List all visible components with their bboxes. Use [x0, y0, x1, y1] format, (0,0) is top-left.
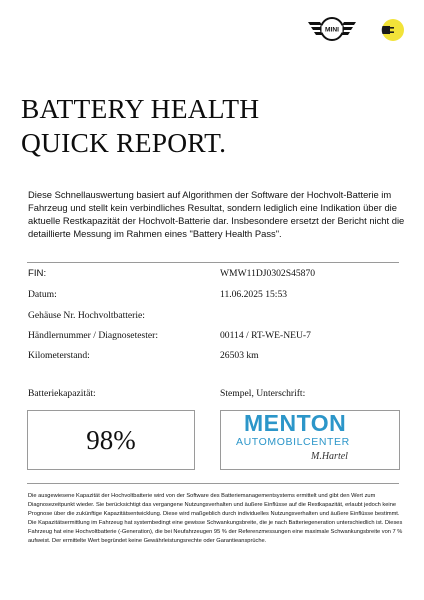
title-line-1: BATTERY HEALTH	[21, 93, 260, 124]
dealer-stamp-subtitle: AUTOMOBILCENTER	[236, 436, 350, 448]
ev-plug-icon	[381, 18, 405, 42]
fin-label: FIN:	[28, 268, 47, 279]
divider	[27, 262, 399, 263]
km-value: 26503 km	[220, 350, 259, 361]
title-line-2: QUICK REPORT.	[21, 127, 227, 158]
mini-logo-text: MINI	[325, 26, 339, 34]
signature: M.Hartel	[311, 451, 348, 462]
stamp-label: Stempel, Unterschrift:	[220, 388, 306, 399]
intro-paragraph: Diese Schnellauswertung basiert auf Algorithmen der Software der Hochvolt-Batterie im Fahrzeug und stellt kein verbindliches Resultat, sondern lediglich eine Indikation über die aktuelle Restkapazität der Hochvolt-Batterie dar. Insbesondere ersetzt der Bericht nicht die detaillierte Messung im Rahmen eines "Battery Health Pass".	[28, 189, 405, 239]
divider	[27, 483, 399, 484]
mini-logo	[306, 16, 358, 42]
capacity-label: Batteriekapazität:	[28, 388, 96, 399]
km-label: Kilometerstand:	[28, 350, 90, 361]
fin-value: WMW11DJ0302S45870	[220, 268, 316, 279]
disclaimer-footnote: Die ausgewiesene Kapazität der Hochvoltbatterie wird von der Software des Batteriemanagementsystems ermittelt und gibt den Wert zum Diagnosezeitpunkt wieder. Sie berücksichtigt das vergangene Nutzungsverhalten und äußere Einflüsse auf die Restkapazität, erlaubt jedoch keine Prognose über die zukünftige Kapazitätsentwicklung. Diese wird maßgeblich durch individuelles Nutzungsverhalten und äußere Einflüsse bestimmt. Die Kapazitätsermittlung im Fahrzeug hat systembedingt eine gewisse Schwankungsbreite, die je nach Batteriegeneration unterschiedlich ist. Dieses Fahrzeug hat eine Hochvoltbatterie (-Generation), die bei Neufahrzeugen 95 % der Referenzmessungen eine maximale Schwankungsbreite von 7 % aufweist. Der ermittelte Wert begründet keine Gewährleistungsrechte oder Garantieansprüche.	[28, 493, 403, 544]
datum-value: 11.06.2025 15:53	[220, 289, 288, 300]
haendler-label: Händlernummer / Diagnosetester:	[28, 330, 159, 341]
haendler-value: 00114 / RT-WE-NEU-7	[220, 330, 311, 341]
datum-label: Datum:	[28, 289, 57, 300]
page-title	[21, 92, 411, 160]
capacity-value: 98%	[86, 425, 136, 455]
dealer-stamp-name: MENTON	[244, 410, 347, 436]
gehaeuse-label: Gehäuse Nr. Hochvoltbatterie:	[28, 310, 145, 321]
